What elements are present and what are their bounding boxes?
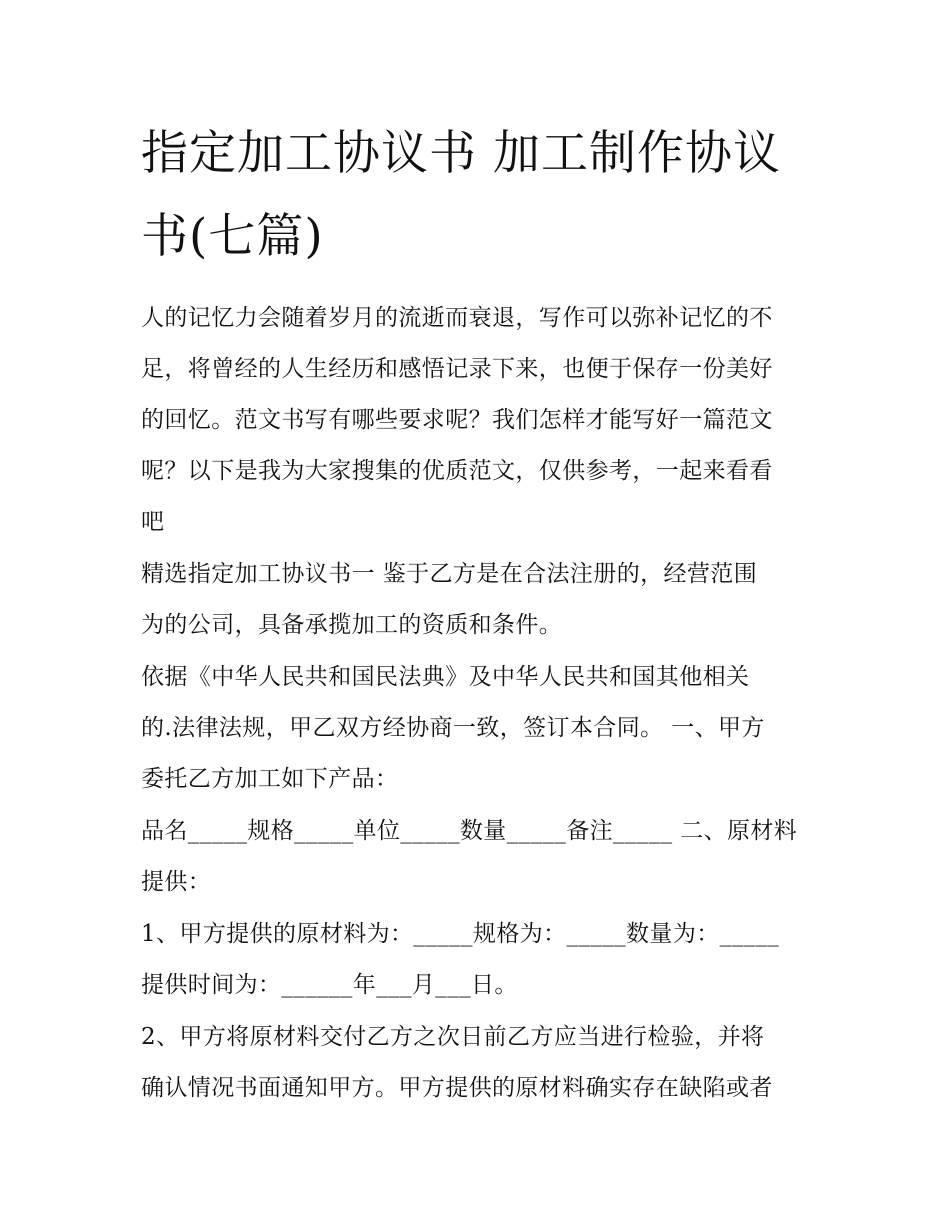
text-line: 的.法律法规，甲乙双方经协商一致，签订本合同。 一、甲方 — [141, 715, 765, 741]
title-line: 指定加工协议书 加工制作协议 — [141, 126, 781, 181]
text-line: 人的记忆力会随着岁月的流逝而衰退，写作可以弥补记忆的不 — [141, 305, 773, 331]
title-line: 书(七篇) — [141, 209, 324, 264]
text-line: 精选指定加工协议书一 鉴于乙方是在合法注册的，经营范围 — [141, 561, 758, 587]
text-line: 委托乙方加工如下产品： — [141, 766, 399, 792]
text-line: 呢？以下是我为大家搜集的优质范文，仅供参考，一起来看看 — [141, 458, 773, 484]
text-line: 确认情况书面通知甲方。甲方提供的原材料确实存在缺陷或者 — [141, 1075, 773, 1101]
text-line: 2、甲方将原材料交付乙方之次日前乙方应当进行检验，并将 — [141, 1024, 765, 1050]
product-fields-paragraph — [141, 806, 813, 908]
text-line: 提供时间为：______年___月___日。 — [141, 972, 518, 998]
clause-1-paragraph — [141, 909, 813, 1011]
clause-2-paragraph — [141, 1012, 813, 1114]
document-title — [141, 112, 813, 278]
text-line: 1、甲方提供的原材料为：_____规格为：_____数量为：_____ — [141, 921, 780, 947]
document-page — [141, 112, 813, 1115]
legal-basis-paragraph — [141, 652, 813, 805]
text-line: 品名_____规格_____单位_____数量_____备注_____ 二、原材料 — [141, 818, 798, 844]
document-body — [141, 293, 813, 1114]
text-line: 依据《中华人民共和国民法典》及中华人民共和国其他相关 — [141, 664, 750, 690]
text-line: 足，将曾经的人生经历和感悟记录下来，也便于保存一份美好 — [141, 356, 773, 382]
intro-paragraph — [141, 293, 813, 548]
agreement-intro-paragraph — [141, 549, 813, 651]
text-line: 为的公司，具备承揽加工的资质和条件。 — [141, 612, 563, 638]
text-line: 提供： — [141, 869, 212, 895]
text-line: 吧 — [141, 509, 165, 535]
text-line: 的回忆。范文书写有哪些要求呢？我们怎样才能写好一篇范文 — [141, 407, 773, 433]
